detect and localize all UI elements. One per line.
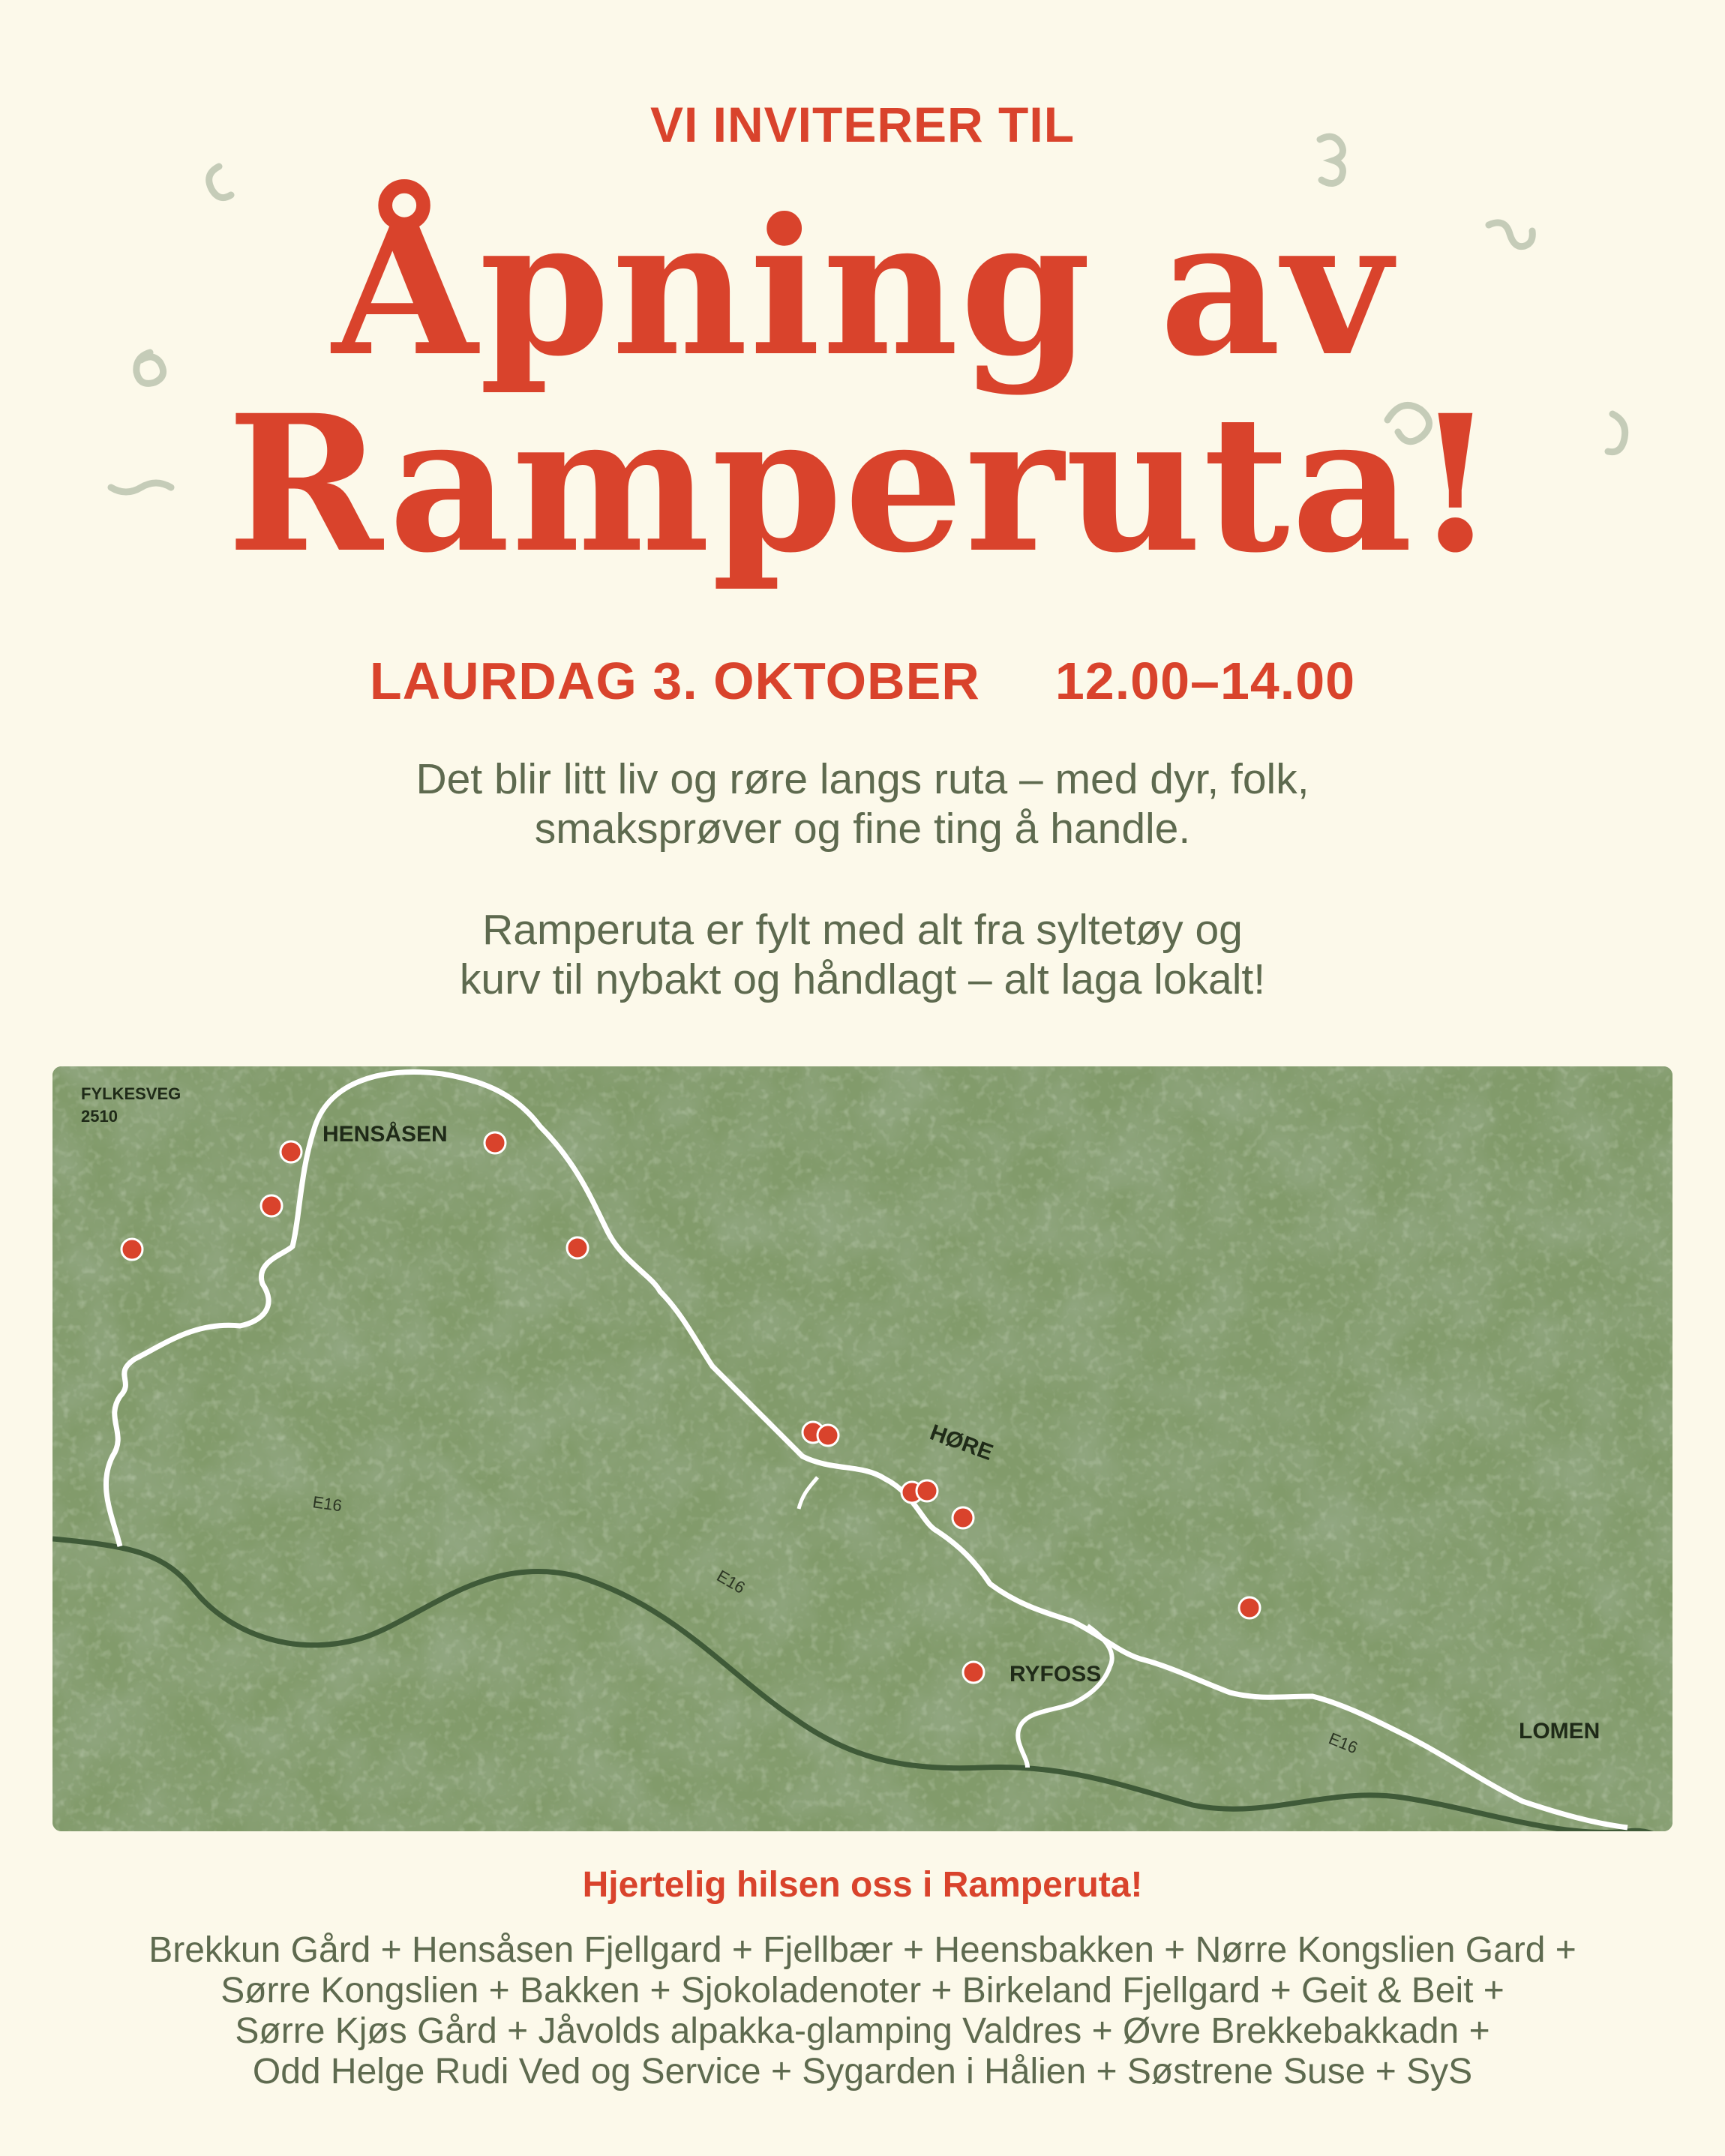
description-paragraph <box>0 905 1725 1004</box>
partner-line: Sørre Kongslien + Bakken + Sjokoladenoter + Birkeland Fjellgard + Geit & Beit + <box>220 1971 1504 2011</box>
kicker-text: VI INVITERER TIL <box>650 97 1076 152</box>
description-line: kurv til nybakt og håndlagt – alt laga lokalt! <box>459 955 1266 1003</box>
stop-marker[interactable] <box>952 1507 974 1528</box>
place-label-hensasen: HENSÅSEN <box>322 1122 448 1147</box>
partner-line: Sørre Kjøs Gård + Jåvolds alpakka-glamping Valdres + Øvre Brekkebakkadn + <box>235 2011 1490 2051</box>
stop-marker[interactable] <box>963 1662 984 1683</box>
stop-marker[interactable] <box>818 1425 838 1446</box>
partner-line: Odd Helge Rudi Ved og Service + Sygarden i Hålien + Søstrene Suse + SyS <box>252 2052 1473 2092</box>
stop-marker[interactable] <box>484 1132 506 1153</box>
highway-label: E16 <box>1326 1729 1360 1758</box>
stop-marker[interactable] <box>567 1237 588 1258</box>
stop-marker[interactable] <box>122 1239 142 1260</box>
headline-line-2: Ramperuta! <box>226 373 1498 594</box>
closing-greeting: Hjertelig hilsen oss i Ramperuta! <box>582 1865 1143 1905</box>
stop-marker[interactable] <box>1239 1597 1260 1618</box>
map-terrain-detail <box>52 1066 1672 1831</box>
route-map <box>52 1066 1672 1831</box>
place-label-ryfoss: RYFOSS <box>1010 1662 1102 1687</box>
event-date: LAURDAG 3. OKTOBER <box>369 652 980 710</box>
intro-paragraph <box>0 754 1725 853</box>
stop-marker[interactable] <box>280 1141 302 1162</box>
headline-line-1: Åpning av <box>332 177 1394 397</box>
place-label-hore: HØRE <box>926 1420 997 1466</box>
place-label-lomen: LOMEN <box>1519 1719 1600 1744</box>
intro-line: Det blir litt liv og røre langs ruta – med dyr, folk, <box>416 755 1310 803</box>
map-road-number: 2510 <box>81 1107 118 1126</box>
map-road-name: FYLKESVEG <box>81 1084 182 1103</box>
description-line: Ramperuta er fylt med alt fra syltetøy og <box>482 906 1243 954</box>
intro-line: smaksprøver og fine ting å handle. <box>534 805 1191 853</box>
event-dateline <box>0 651 1725 711</box>
highway-label: E16 <box>311 1492 344 1516</box>
highway-label: E16 <box>713 1566 748 1597</box>
stop-marker[interactable] <box>916 1480 938 1501</box>
partner-line: Brekkun Gård + Hensåsen Fjellgard + Fjellbær + Heensbakken + Nørre Kongslien Gard + <box>148 1930 1576 1970</box>
stop-marker[interactable] <box>261 1195 282 1216</box>
partner-list <box>0 1930 1725 2092</box>
event-time: 12.00–14.00 <box>1054 652 1356 710</box>
